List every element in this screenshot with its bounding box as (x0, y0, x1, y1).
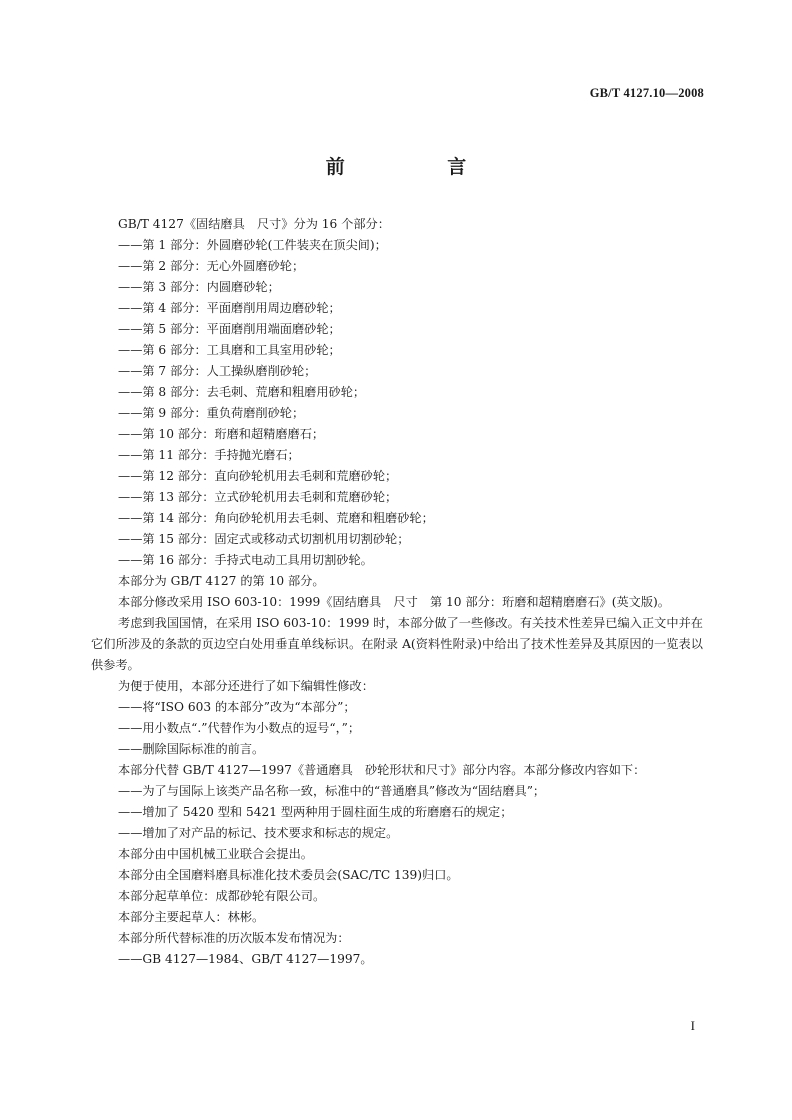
list-item: ——第 12 部分：直向砂轮机用去毛刺和荒磨砂轮； (118, 469, 398, 483)
list-item: ——为了与国际上该类产品名称一致，标准中的“普通磨具”修改为“固结磨具”； (118, 784, 546, 798)
list-item: ——第 3 部分：内圆磨砂轮； (118, 280, 280, 294)
list-item: ——第 6 部分：工具磨和工具室用砂轮； (118, 343, 341, 357)
text-line: 本部分主要起草人：林彬。 (118, 910, 265, 924)
paragraph: 考虑到我国国情，在采用 ISO 603-10：1999 时，本部分做了一些修改。有关技术性差异已编入正文中并在它们所涉及的条款的页边空白处用垂直单线标识。在附录 A(资料性附录)中给出了技术性差异及其原因的一览表以供参考。 (91, 616, 703, 672)
list-item: ——增加了 5420 型和 5421 型两种用于圆柱面生成的珩磨磨石的规定； (118, 805, 513, 819)
list-item: ——第 14 部分：角向砂轮机用去毛刺、荒磨和粗磨砂轮； (118, 511, 434, 525)
text-line: 为便于使用，本部分还进行了如下编辑性修改： (118, 679, 374, 693)
list-item: ——第 11 部分：手持抛光磨石； (118, 448, 300, 462)
list-item: ——增加了对产品的标记、技术要求和标志的规定。 (118, 826, 399, 840)
page-number: I (690, 1018, 695, 1033)
list-item: ——GB 4127—1984、GB/T 4127—1997。 (118, 952, 373, 966)
list-item: ——删除国际标准的前言。 (118, 742, 265, 756)
text-line: 本部分由全国磨料磨具标准化技术委员会(SAC/TC 139)归口。 (118, 868, 459, 882)
text-line: 本部分起草单位：成都砂轮有限公司。 (118, 889, 326, 903)
text-line: 本部分所代替标准的历次版本发布情况为： (118, 931, 350, 945)
list-item: ——第 5 部分：平面磨削用端面磨砂轮； (118, 322, 341, 336)
list-item: ——将“ISO 603 的本部分”改为“本部分”； (118, 700, 356, 714)
text-line: 本部分为 GB/T 4127 的第 10 部分。 (118, 574, 325, 588)
list-item: ——第 7 部分：人工操纵磨削砂轮； (118, 364, 317, 378)
list-item: ——第 1 部分：外圆磨砂轮(工件装夹在顶尖间)； (118, 238, 387, 252)
standard-code: GB/T 4127.10—2008 (589, 86, 704, 100)
list-item: ——第 2 部分：无心外圆磨砂轮； (118, 259, 305, 273)
list-item: ——第 13 部分：立式砂轮机用去毛刺和荒磨砂轮； (118, 490, 398, 504)
list-item: ——第 9 部分：重负荷磨削砂轮； (118, 406, 305, 420)
list-item: ——第 16 部分：手持式电动工具用切割砂轮。 (118, 553, 373, 567)
text-line: 本部分由中国机械工业联合会提出。 (118, 847, 313, 861)
list-item: ——第 10 部分：珩磨和超精磨磨石； (118, 427, 325, 441)
text-line: 本部分代替 GB/T 4127—1997《普通磨具 砂轮形状和尺寸》部分内容。本部分修改内容如下： (118, 763, 646, 777)
list-item: ——第 8 部分：去毛刺、荒磨和粗磨用砂轮； (118, 385, 366, 399)
list-item: ——第 15 部分：固定式或移动式切割机用切割砂轮； (118, 532, 410, 546)
text-line: GB/T 4127《固结磨具 尺寸》分为 16 个部分： (118, 217, 390, 231)
list-item: ——用小数点“.”代替作为小数点的逗号“，”； (118, 721, 361, 735)
list-item: ——第 4 部分：平面磨削用周边磨砂轮； (118, 301, 341, 315)
text-line: 本部分修改采用 ISO 603-10：1999《固结磨具 尺寸 第 10 部分：珩磨和超精磨磨石》(英文版)。 (118, 595, 670, 609)
page-title: 前 言 (325, 156, 515, 178)
foreword-body (91, 214, 703, 970)
